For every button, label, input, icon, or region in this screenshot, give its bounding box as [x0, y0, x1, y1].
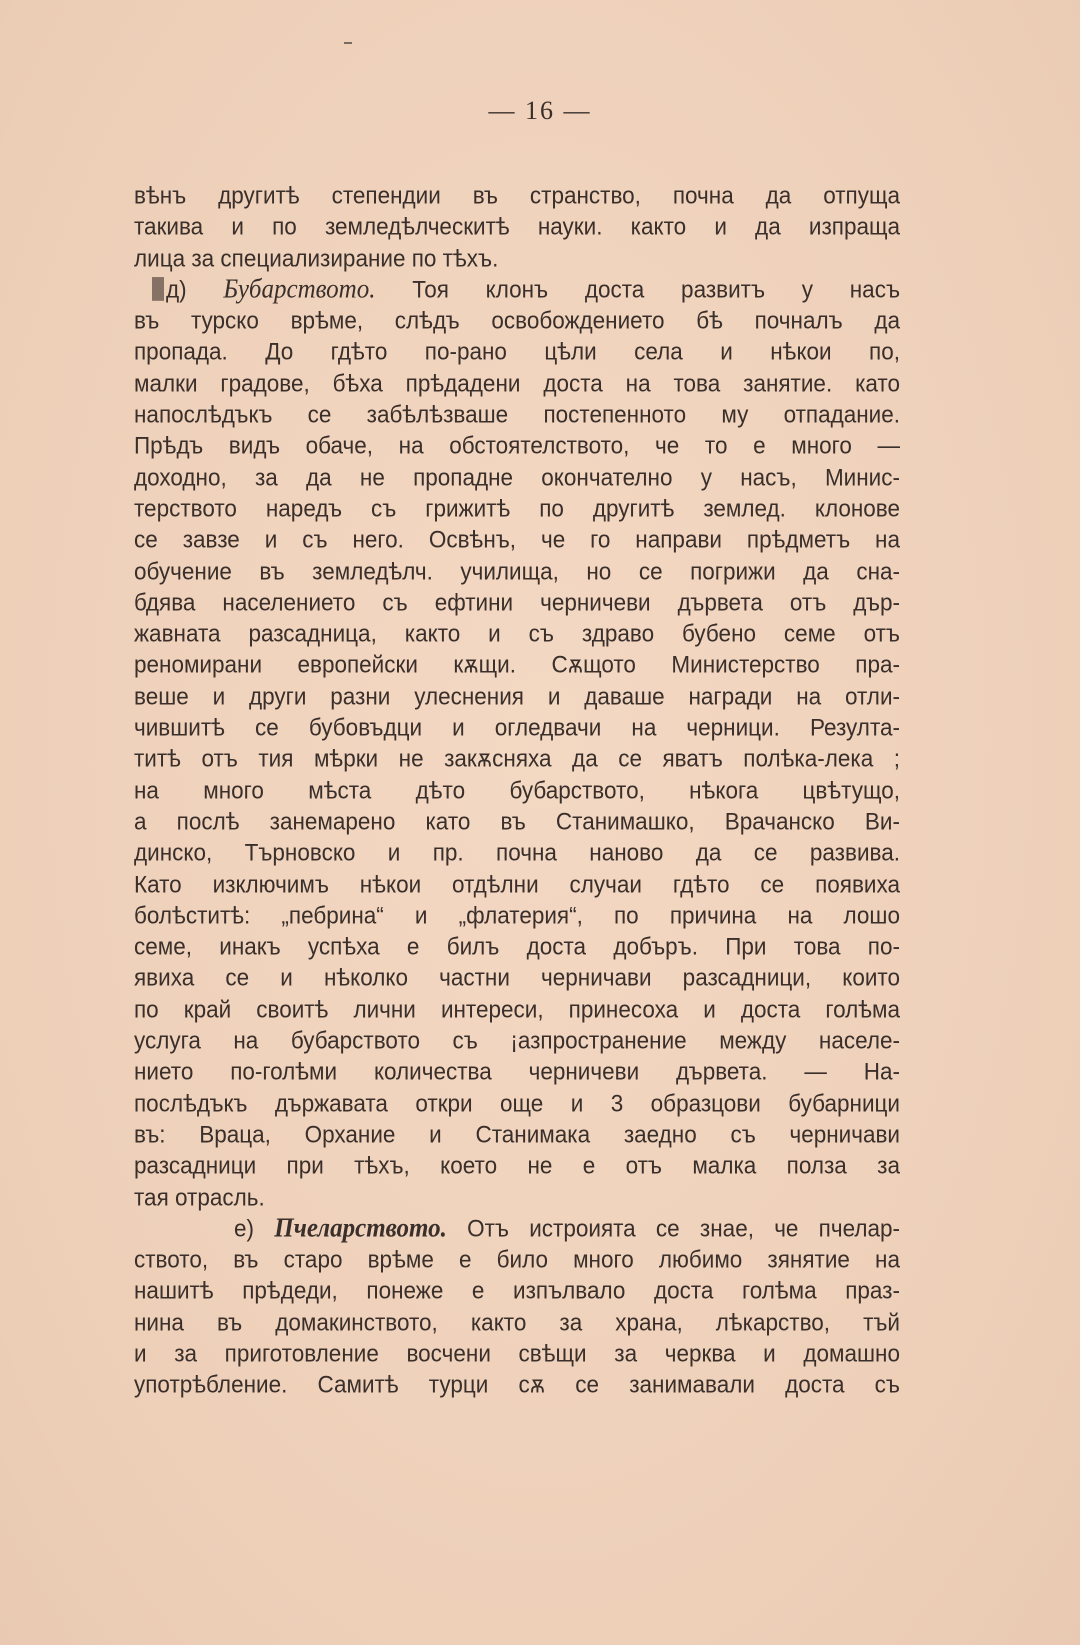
line-segment: Тоя клонъ доста развитъ у насъ — [375, 275, 900, 303]
text-line: Прѣдъ видъ обаче, на обстоятелството, че то е много — — [134, 432, 900, 460]
text-line: чившитѣ се бубовъдци и огледвачи на черници. Резулта- — [134, 714, 900, 742]
text-line: реномирани европейски кѫщи. Сѫщото Министерство пра- — [134, 651, 900, 679]
text-line: употрѣбление. Самитѣ турци сѫ се занимавали доста съ — [134, 1371, 900, 1399]
page-number: — 16 — — [488, 96, 592, 125]
text-line: терството наредъ съ грижитѣ по другитѣ землед. клонове — [134, 494, 900, 522]
text-line: жавната разсадница, както и съ здраво бубено семе отъ — [134, 620, 900, 648]
text-line: и за приготовление восчени свѣщи за черква и домашно — [134, 1339, 900, 1367]
line-segment: д) — [166, 275, 224, 303]
text-line: явиха се и нѣколко частни черничави разсадници, които — [134, 964, 900, 992]
text-line: тая отрасль. — [134, 1183, 265, 1211]
text-line: болѣститѣ: „пебрина“ и „флатерия“, по причина на лошо — [134, 901, 900, 929]
text-line: на много мѣста дѣто бубарството, нѣкога цвѣтущо, — [134, 776, 900, 804]
text-line: нието по-голѣми количества черничеви дървета. — На- — [134, 1058, 900, 1086]
line-segment: е) — [234, 1214, 275, 1242]
text-line: нина въ домакинството, както за храна, лѣкарство, тъй — [134, 1308, 900, 1336]
text-line — [134, 1212, 900, 1246]
text-line — [134, 273, 900, 307]
text-line: вѣнъ другитѣ степендии въ странство, почна да отпуща — [134, 181, 900, 209]
text-line: напослѣдъкъ се забѣлѣзваше постепенното му отпадание. — [134, 401, 900, 429]
text-line: послѣдъкъ държавата откри още и 3 образцови бубарници — [134, 1089, 900, 1117]
text-line: Като изключимъ нѣкои отдѣлни случаи гдѣто се появиха — [134, 870, 900, 898]
text-line: а послѣ занемарено като въ Станимашко, Врачанско Ви- — [134, 807, 900, 835]
text-line: въ: Врацa, Орхание и Станимака заедно съ черничави — [134, 1120, 900, 1148]
section-heading: Пчеларството. — [274, 1213, 447, 1243]
text-line: веше и други разни улеснения и даваше награди на отли- — [134, 682, 900, 710]
text-line: по край своитѣ лични интереси, принесоха и доста голѣма — [134, 995, 900, 1023]
text-line: доходно, за да не пропадне окончателно у насъ, Минис- — [134, 463, 900, 491]
text-line: лица за специализирание по тѣхъ. — [134, 244, 499, 272]
text-line: нашитѣ прѣдеди, понеже е изпълвало доста голѣма праз- — [134, 1277, 900, 1305]
text-line: разсадници при тѣхъ, което не е отъ малка полза за — [134, 1152, 900, 1180]
page-body-text — [134, 180, 900, 1401]
ink-stain — [152, 277, 164, 301]
text-line: динско, Търновско и пр. почна наново да се развива. — [134, 839, 900, 867]
text-line: услуга на бубарството съ ¡азпространение между населе- — [134, 1027, 900, 1055]
text-line: семе, инакъ успѣха е билъ доста добъръ. При това по- — [134, 933, 900, 961]
section-heading: Бубарството. — [223, 274, 376, 304]
text-line: такива и по земледѣлческитѣ науки. както и да изпраща — [134, 213, 900, 241]
text-line: въ турско врѣме, слѣдъ освобождението бѣ почналъ да — [134, 307, 900, 335]
text-line: малки градове, бѣха прѣдадени доста на това занятие. като — [134, 369, 900, 397]
text-line: титѣ отъ тия мѣрки не закѫсняха да се яватъ полѣка-лека ; — [134, 745, 900, 773]
text-line: се завзе и съ него. Освѣнъ, че го направи прѣдметъ на — [134, 526, 900, 554]
text-line: обучение въ земледѣлч. училища, но се погрижи да сна- — [134, 557, 900, 585]
text-line: бдява населението съ ефтини черничеви дървета отъ дър- — [134, 588, 900, 616]
line-segment: Отъ истроията се знае, че пчелар- — [446, 1214, 900, 1242]
text-line: пропада. До гдѣто по-рано цѣли села и нѣкои по, — [134, 338, 900, 366]
text-line: ството, въ старо врѣме е било много любимо зянятие на — [134, 1246, 900, 1274]
print-mark — [344, 42, 352, 44]
